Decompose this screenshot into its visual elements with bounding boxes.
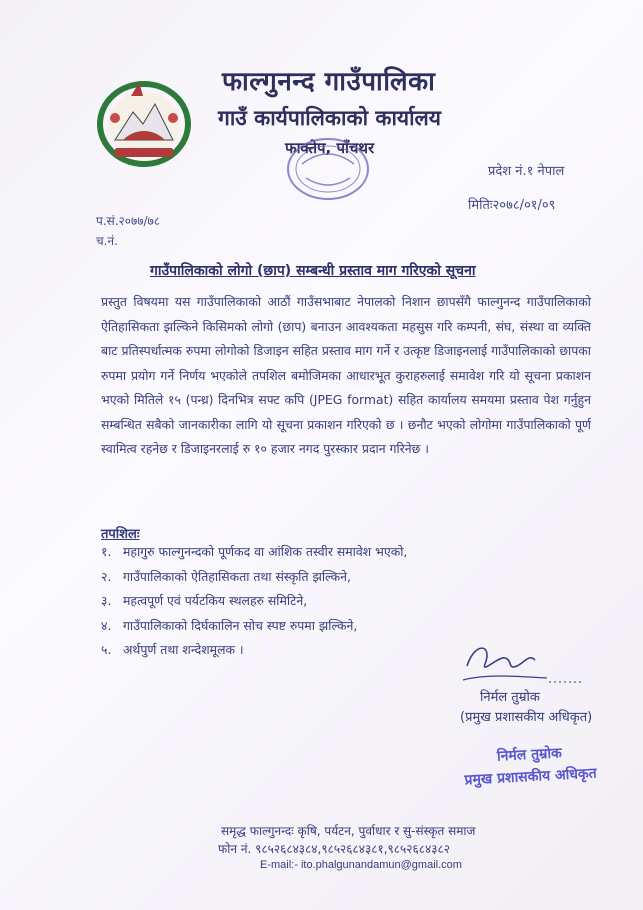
reference-number: प.सं.२०७७/७८ [96, 214, 161, 228]
footer-motto: समृद्ध फाल्गुनन्दः कृषि, पर्यटन, पुर्वाधार र सु-संस्कृत समाज [221, 824, 476, 838]
province-label: प्रदेश नं.१ नेपाल [488, 164, 565, 179]
notice-body: प्रस्तुत विषयमा यस गाउँपालिकाको आठौं गाउँसभाबाट नेपालको निशान छापसँगै फाल्गुनन्द गाउँपालिकाको ऐतिहासिकता झल्किने किसिमको लोगो (छाप) बनाउन आवश्यकता महसुस गरि कम्पनी, संघ, संस्था वा व्यक्ति बाट प्रतिस्पर्धात्मक रुपमा लोगोको डिजाइन सहित प्रस्ताव माग गर्ने र उत्कृष्ट डिजाइनलाई गाउँपालिकाको छापका रुपमा प्रयोग गर्ने निर्णय भएकोले तपशिल बमोजिमका आधारभूत कुराहरुलाई समावेश गरि यो सूचना प्रकाशन भएको मितिले १५ (पन्ध्र) दिनभित्र सफ्ट कपि (JPEG format) सहित कार्यालय समयमा प्रस्ताव पेश गर्नुहुन सम्बन्धित सबैको जानकारीका लागि यो सूचना प्रकाशन गरिएको छ । छनौट भएको लोगोमा गाउँपालिकाको पूर्ण स्वामित्व रहनेछ र डिजाइनरलाई रु १० हजार नगद पुरस्कार प्रदान गरिनेछ । [101, 294, 591, 456]
office-address: फाक्तेप, पाँचथर [285, 139, 375, 157]
nepal-emblem-icon [95, 78, 193, 168]
notice-subject: गाउँपालिकाको लोगो (छाप) सम्बन्धी प्रस्ताव माग गरिएको सूचना [150, 263, 476, 279]
list-item: १. महागुरु फाल्गुनन्दको पूर्णकद वा आंशिक तस्वीर समावेश भएको, [101, 544, 408, 559]
footer-email: E-mail:- ito.phalgunandamun@gmail.com [260, 859, 462, 871]
footer-phone: फोन नं. ९८५२६८४३८४,९८५२६८४३८१,९८५२६८४३८२ [218, 842, 450, 856]
page-title: फाल्गुनन्द गाउँपालिका [222, 67, 436, 97]
list-item: २. गाउँपालिकाको ऐतिहासिकता तथा संस्कृति झल्किने, [101, 568, 351, 584]
details-list [101, 540, 407, 663]
office-subtitle: गाउँ कार्यपालिकाको कार्यालय [218, 106, 441, 130]
details-heading: तपशिलः [101, 527, 140, 542]
signatory-stamp: निर्मल तुम्रोक प्रमुख प्रशासकीय अधिकृत [464, 745, 598, 789]
dispatch-number: च.नं. [96, 234, 118, 248]
date-label: मितिः२०७८/०१/०९ [468, 198, 556, 213]
list-item: ३. महत्वपूर्ण एवं पर्यटकिय स्थलहरु समिटिने, [101, 593, 308, 608]
signatory-name: निर्मल तुम्रोक [480, 690, 540, 705]
list-item: ५. अर्थपुर्ण तथा शन्देशमूलक । [101, 642, 244, 657]
handwritten-signature [455, 636, 585, 691]
signatory-title: (प्रमुख प्रशासकीय अधिकृत) [460, 710, 593, 725]
list-item: ४. गाउँपालिकाको दिर्घकालिन सोच स्पष्ट रुपमा झल्किने, [101, 617, 358, 633]
office-stamp [282, 134, 374, 204]
